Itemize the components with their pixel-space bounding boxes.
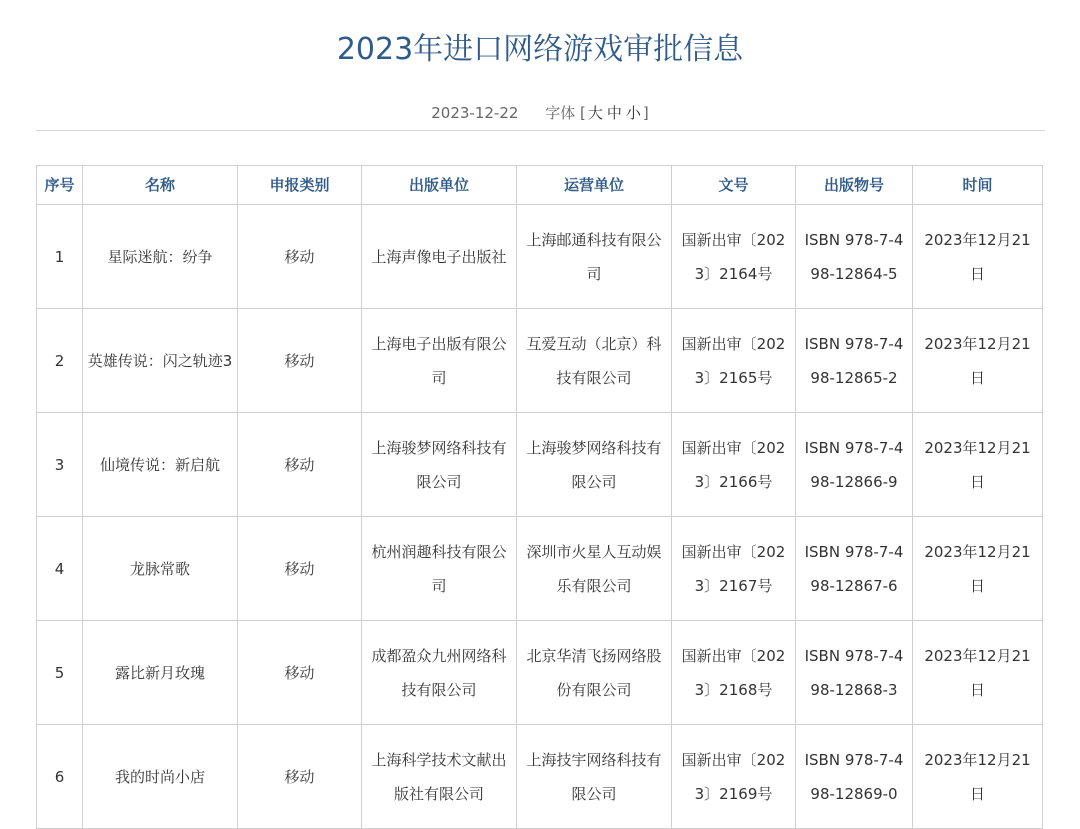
publish-date: 2023-12-22: [431, 104, 519, 122]
header-isbn: 出版物号: [796, 166, 913, 205]
table-row: [37, 205, 1043, 309]
cell-publisher: 上海骏梦网络科技有限公司: [362, 413, 517, 517]
cell-doc-number: 国新出审〔2023〕2165号: [672, 309, 796, 413]
font-size-small-button[interactable]: 小: [625, 104, 641, 122]
font-size-medium-button[interactable]: 中: [606, 104, 622, 122]
header-type: 申报类别: [238, 166, 362, 205]
header-time: 时间: [913, 166, 1043, 205]
table-row: [37, 621, 1043, 725]
cell-operator: 上海骏梦网络科技有限公司: [517, 413, 672, 517]
cell-operator: 深圳市火星人互动娱乐有限公司: [517, 517, 672, 621]
cell-type: 移动: [238, 517, 362, 621]
header-name: 名称: [83, 166, 238, 205]
cell-no: 1: [37, 205, 83, 309]
font-size-bracket-open: [: [580, 104, 586, 122]
cell-no: 6: [37, 725, 83, 829]
cell-no: 2: [37, 309, 83, 413]
cell-time: 2023年12月21日: [913, 205, 1043, 309]
table-row: [37, 413, 1043, 517]
cell-doc-number: 国新出审〔2023〕2169号: [672, 725, 796, 829]
page-title: 2023年进口网络游戏审批信息: [336, 32, 744, 67]
cell-operator: 上海邮通科技有限公司: [517, 205, 672, 309]
font-size-bracket-close: ]: [642, 104, 649, 122]
cell-isbn: ISBN 978-7-498-12864-5: [796, 205, 913, 309]
cell-operator: 上海技宇网络科技有限公司: [517, 725, 672, 829]
cell-operator: 互爱互动（北京）科技有限公司: [517, 309, 672, 413]
cell-no: 5: [37, 621, 83, 725]
cell-time: 2023年12月21日: [913, 621, 1043, 725]
table-row: [37, 517, 1043, 621]
cell-name: 我的时尚小店: [83, 725, 238, 829]
cell-name: 露比新月玫瑰: [83, 621, 238, 725]
cell-doc-number: 国新出审〔2023〕2168号: [672, 621, 796, 725]
cell-operator: 北京华清飞扬网络股份有限公司: [517, 621, 672, 725]
cell-time: 2023年12月21日: [913, 309, 1043, 413]
cell-isbn: ISBN 978-7-498-12866-9: [796, 413, 913, 517]
cell-doc-number: 国新出审〔2023〕2164号: [672, 205, 796, 309]
cell-no: 3: [37, 413, 83, 517]
table-header-row: [37, 166, 1043, 205]
cell-publisher: 上海电子出版有限公司: [362, 309, 517, 413]
cell-isbn: ISBN 978-7-498-12869-0: [796, 725, 913, 829]
header-publisher: 出版单位: [362, 166, 517, 205]
cell-doc-number: 国新出审〔2023〕2166号: [672, 413, 796, 517]
cell-type: 移动: [238, 309, 362, 413]
cell-name: 星际迷航：纷争: [83, 205, 238, 309]
cell-type: 移动: [238, 413, 362, 517]
cell-isbn: ISBN 978-7-498-12868-3: [796, 621, 913, 725]
cell-no: 4: [37, 517, 83, 621]
cell-publisher: 成都盈众九州网络科技有限公司: [362, 621, 517, 725]
header-doc-number: 文号: [672, 166, 796, 205]
font-size-large-button[interactable]: 大: [587, 104, 603, 122]
article-meta: [0, 102, 1080, 124]
cell-name: 仙境传说：新启航: [83, 413, 238, 517]
approval-table: [36, 165, 1043, 829]
cell-time: 2023年12月21日: [913, 725, 1043, 829]
cell-doc-number: 国新出审〔2023〕2167号: [672, 517, 796, 621]
header-operator: 运营单位: [517, 166, 672, 205]
table-row: [37, 725, 1043, 829]
cell-type: 移动: [238, 205, 362, 309]
font-size-label: 字体: [545, 104, 576, 122]
cell-time: 2023年12月21日: [913, 517, 1043, 621]
cell-name: 龙脉常歌: [83, 517, 238, 621]
cell-publisher: 上海科学技术文献出版社有限公司: [362, 725, 517, 829]
cell-type: 移动: [238, 725, 362, 829]
cell-publisher: 杭州润趣科技有限公司: [362, 517, 517, 621]
cell-name: 英雄传说：闪之轨迹3: [83, 309, 238, 413]
cell-isbn: ISBN 978-7-498-12867-6: [796, 517, 913, 621]
cell-type: 移动: [238, 621, 362, 725]
cell-isbn: ISBN 978-7-498-12865-2: [796, 309, 913, 413]
header-no: 序号: [37, 166, 83, 205]
cell-publisher: 上海声像电子出版社: [362, 205, 517, 309]
table-row: [37, 309, 1043, 413]
cell-time: 2023年12月21日: [913, 413, 1043, 517]
header-divider: [36, 130, 1045, 131]
